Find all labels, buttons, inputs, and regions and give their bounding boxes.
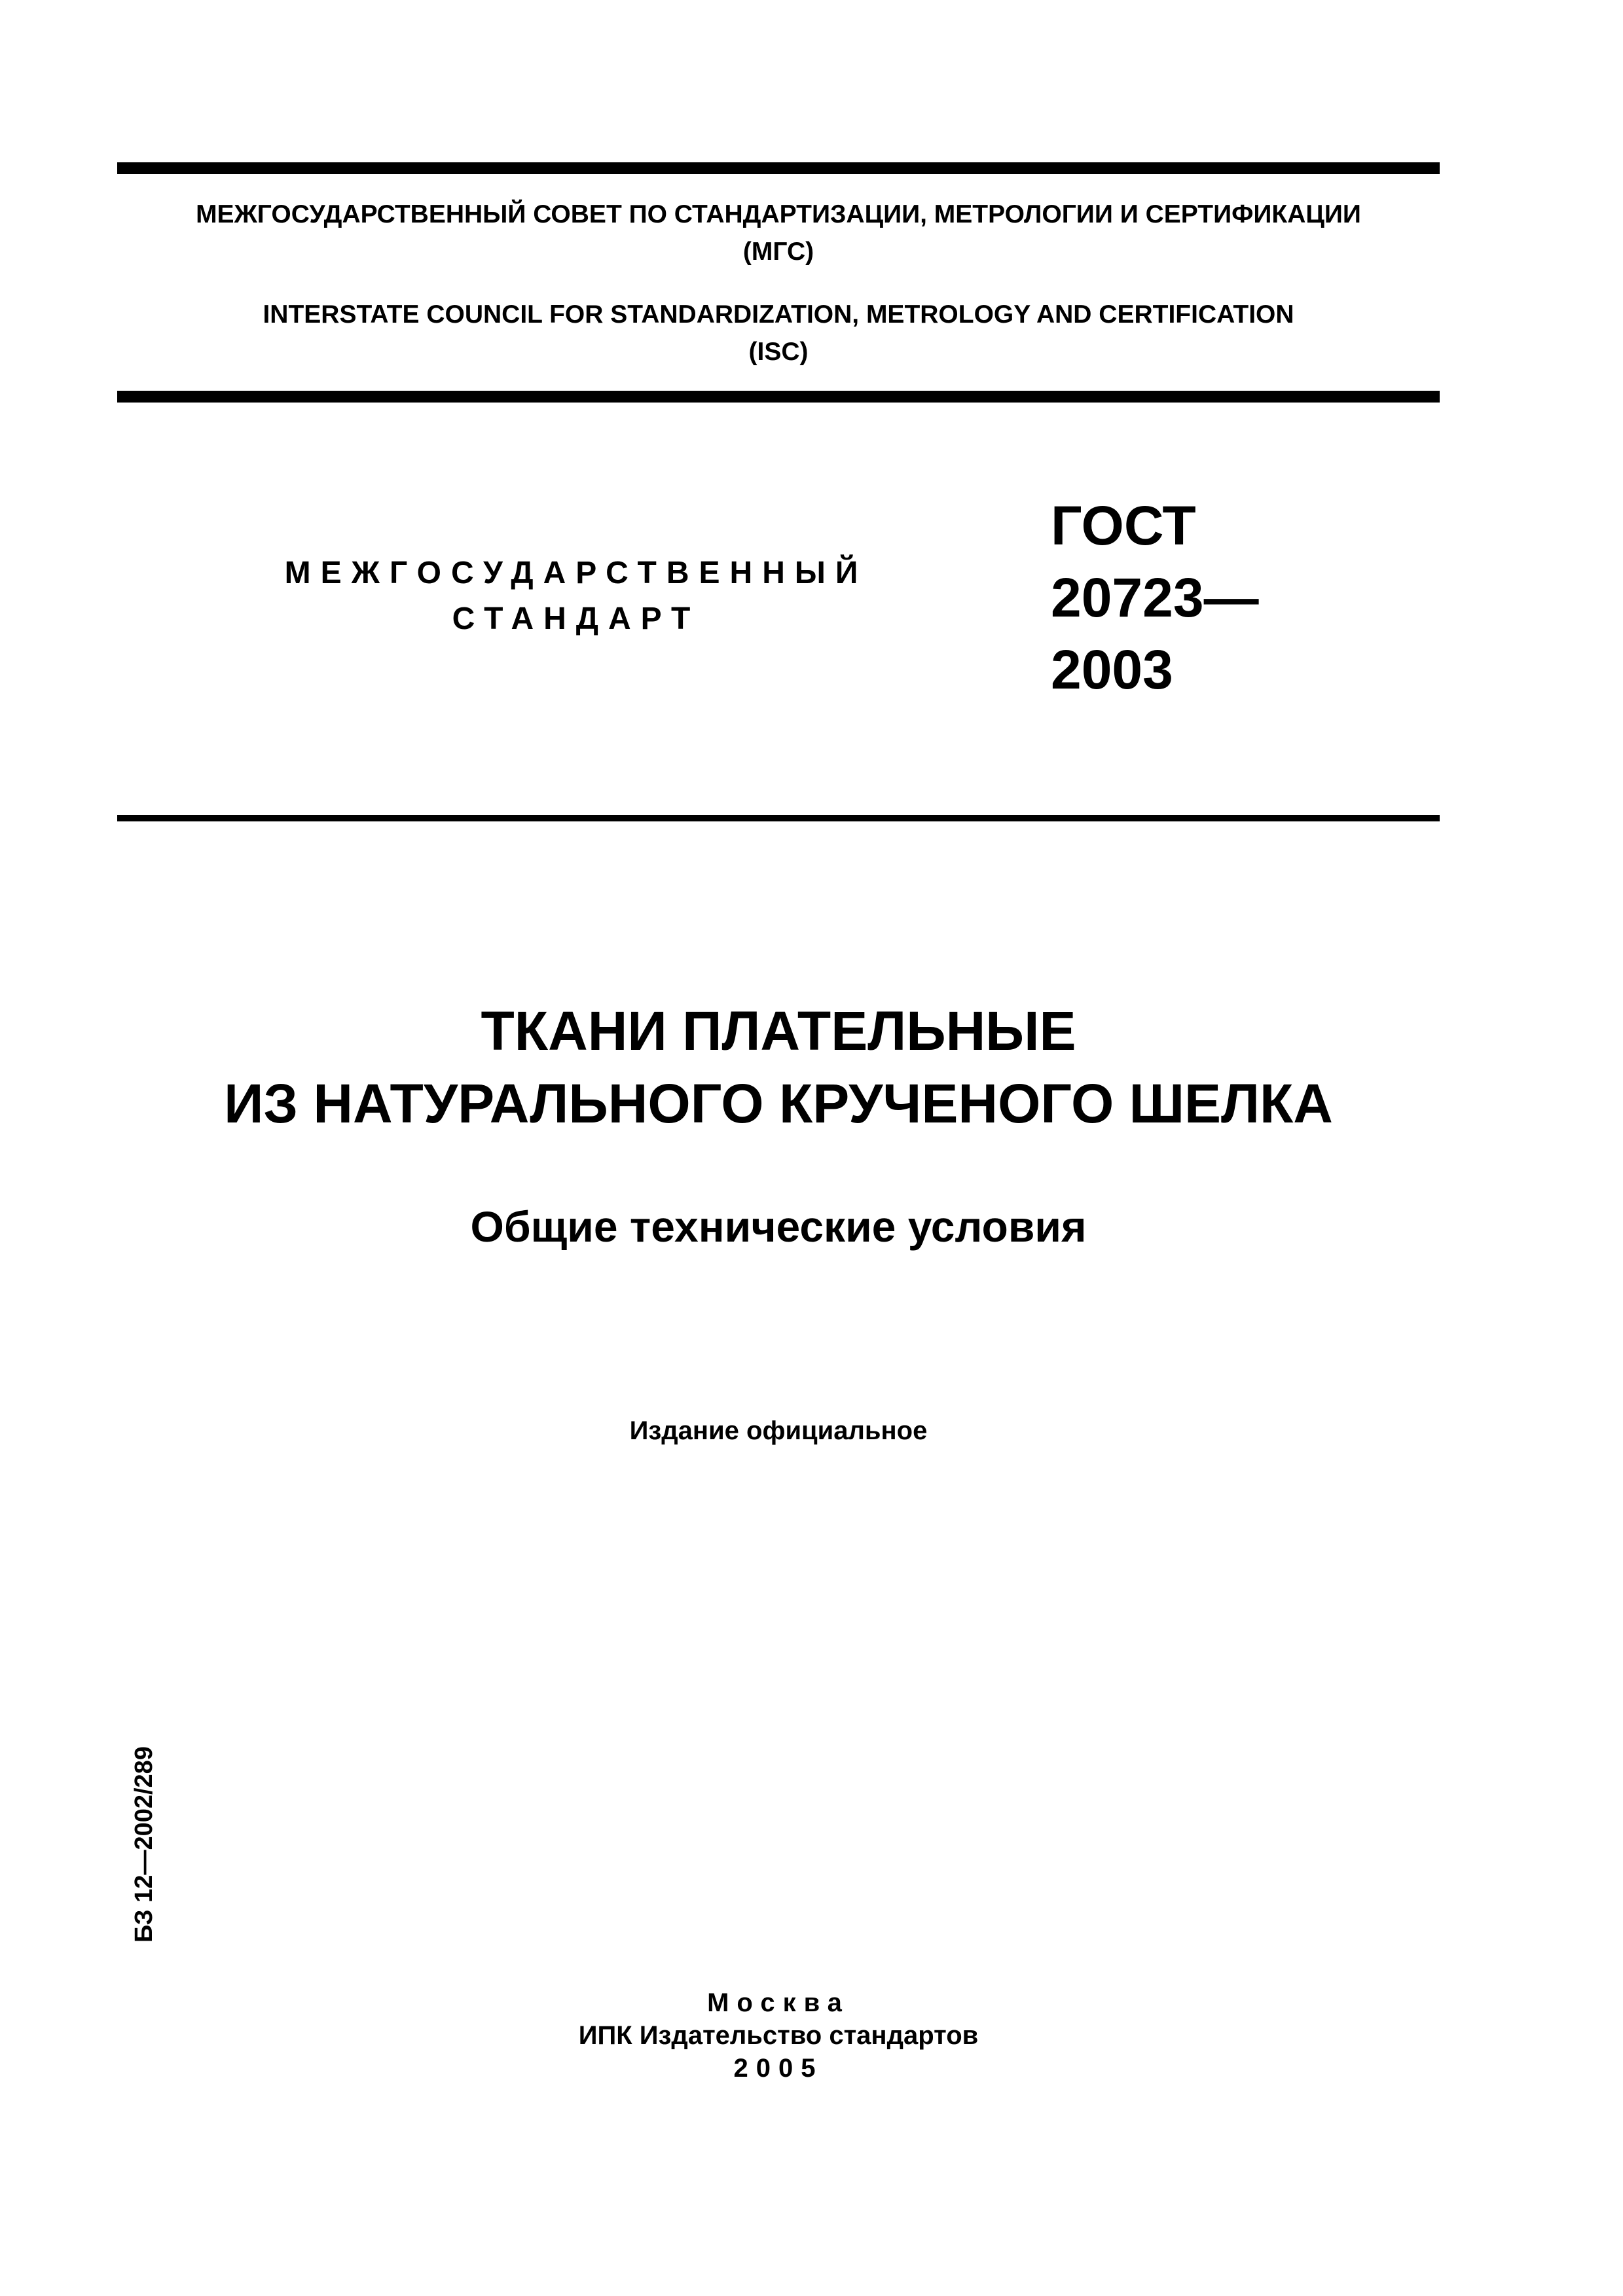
top-rule — [117, 162, 1440, 174]
document-title-line1: ТКАНИ ПЛАТЕЛЬНЫЕ — [481, 1000, 1076, 1062]
council-name-en: INTERSTATE COUNCIL FOR STANDARDIZATION, METROLOGY AND CERTIFICATION — [263, 300, 1294, 329]
gost-label: ГОСТ — [1051, 495, 1196, 556]
header-bottom-rule — [117, 391, 1440, 403]
imprint-year: 2005 — [733, 2054, 824, 2083]
edition-note: Издание официальное — [629, 1416, 928, 1445]
section-divider-rule — [117, 815, 1440, 821]
gost-designation — [1051, 490, 1259, 706]
side-catalog-code: БЗ 12—2002/289 — [130, 1746, 158, 1943]
council-name-ru: МЕЖГОСУДАРСТВЕННЫЙ СОВЕТ ПО СТАНДАРТИЗАЦИИ, МЕТРОЛОГИИ И СЕРТИФИКАЦИИ — [196, 200, 1361, 228]
imprint-city: Москва — [707, 1988, 850, 2017]
council-abbr-ru: (МГС) — [742, 238, 814, 266]
council-abbr-en: (ISC) — [748, 338, 809, 366]
imprint-publisher: ИПК Издательство стандартов — [578, 2021, 979, 2050]
document-subtitle: Общие технические условия — [470, 1202, 1087, 1251]
document-title-line2: ИЗ НАТУРАЛЬНОГО КРУЧЕНОГО ШЕЛКА — [224, 1073, 1333, 1134]
gost-year: 2003 — [1051, 639, 1173, 700]
standard-kind-line2: СТАНДАРТ — [452, 601, 701, 636]
gost-number: 20723— — [1051, 567, 1259, 628]
standard-kind-line1: МЕЖГОСУДАРСТВЕННЫЙ — [284, 556, 868, 590]
